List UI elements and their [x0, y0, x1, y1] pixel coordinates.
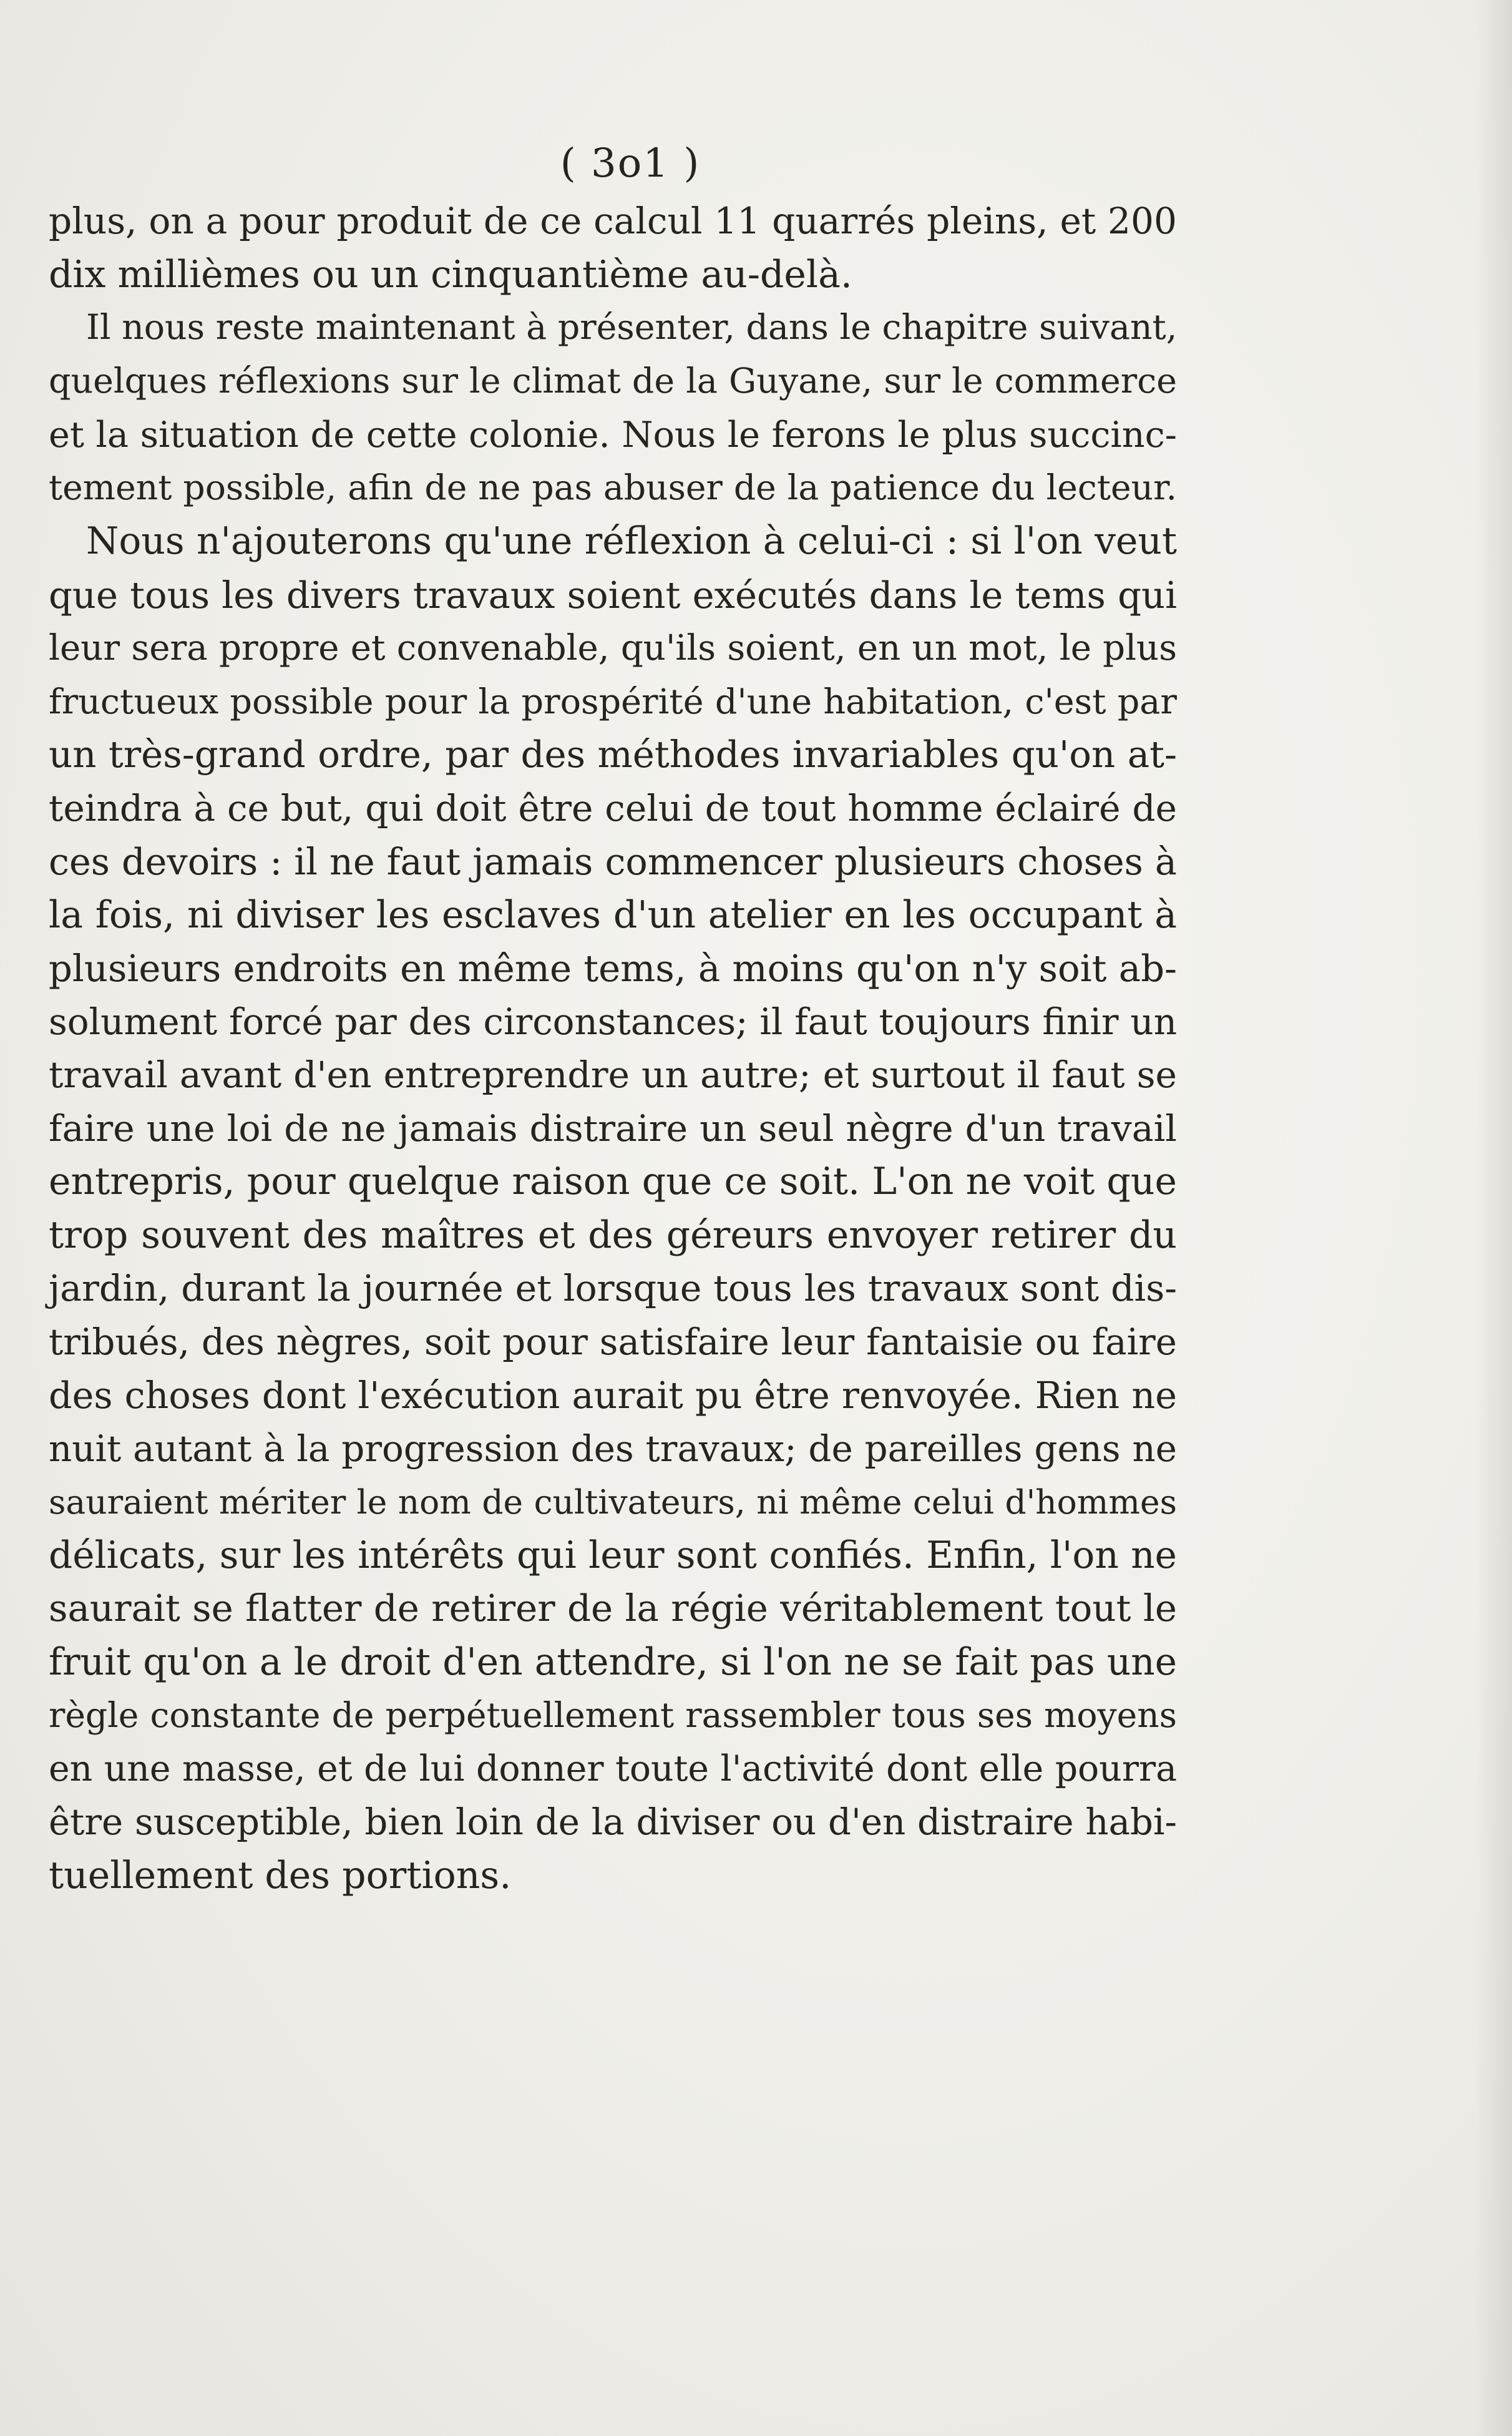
binding-shadow	[1475, 0, 1512, 2436]
text-line: jardin, durant la journée et lorsque tous les travaux sont dis-	[49, 1267, 1177, 1309]
text-line: faire une loi de ne jamais distraire un seul nègre d'un travail	[49, 1107, 1177, 1150]
text-line: être susceptible, bien loin de la diviser ou d'en distraire habi-	[49, 1801, 1177, 1843]
page-number: ( 3o1 )	[560, 140, 701, 187]
text-line: plusieurs endroits en même tems, à moins qu'on n'y soit ab-	[49, 947, 1177, 990]
text-line: solument forcé par des circonstances; il faut toujours finir un	[49, 1000, 1177, 1043]
text-line: règle constante de perpétuellement rassembler tous ses moyens	[49, 1695, 1177, 1735]
text-line: Nous n'ajouterons qu'une réflexion à celui-ci : si l'on veut	[86, 519, 1177, 563]
text-line: des choses dont l'exécution aurait pu être renvoyée. Rien ne	[49, 1374, 1177, 1417]
text-line: plus, on a pour produit de ce calcul 11 quarrés pleins, et 200	[49, 200, 1177, 242]
text-line: que tous les divers travaux soient exécutés dans le tems qui	[49, 573, 1177, 617]
text-line: tuellement des portions.	[49, 1853, 512, 1897]
text-line: un très-grand ordre, par des méthodes invariables qu'on at-	[49, 733, 1177, 776]
text-line: la fois, ni diviser les esclaves d'un atelier en les occupant à	[49, 893, 1177, 937]
text-line: travail avant d'en entreprendre un autre; et surtout il faut se	[49, 1054, 1177, 1096]
body-text	[49, 195, 1177, 1902]
text-line: teindra à ce but, qui doit être celui de tout homme éclairé de	[49, 786, 1177, 829]
text-line: et la situation de cette colonie. Nous le ferons le plus succinc-	[49, 414, 1177, 456]
text-line: tribués, des nègres, soit pour satisfaire leur fantaisie ou faire	[49, 1320, 1177, 1363]
text-line: saurait se flatter de retirer de la régie véritablement tout le	[49, 1587, 1177, 1630]
text-line: en une masse, et de lui donner toute l'activité dont elle pourra	[49, 1748, 1177, 1789]
text-line: trop souvent des maîtres et des géreurs envoyer retirer du	[49, 1213, 1177, 1257]
text-line: leur sera propre et convenable, qu'ils soient, en un mot, le plus	[49, 628, 1177, 668]
text-line: ces devoirs : il ne faut jamais commencer plusieurs choses à	[49, 840, 1177, 883]
text-line: tement possible, afin de ne pas abuser de la patience du lecteur.	[49, 467, 1177, 508]
text-line: fruit qu'on a le droit d'en attendre, si l'on ne se fait pas une	[49, 1640, 1177, 1684]
text-line: entrepris, pour quelque raison que ce soit. L'on ne voit que	[49, 1160, 1177, 1203]
text-line: fructueux possible pour la prospérité d'une habitation, c'est par	[49, 681, 1177, 722]
text-line: Il nous reste maintenant à présenter, dans le chapitre suivant,	[86, 308, 1178, 348]
text-line: sauraient mériter le nom de cultivateurs, ni même celui d'hommes	[49, 1482, 1177, 1522]
text-line: quelques réflexions sur le climat de la Guyane, sur le commerce	[49, 361, 1177, 401]
text-line: nuit autant à la progression des travaux; de pareilles gens ne	[49, 1427, 1177, 1470]
text-line: dix millièmes ou un cinquantième au-delà.	[49, 252, 852, 296]
text-line: délicats, sur les intérêts qui leur sont confiés. Enfin, l'on ne	[49, 1534, 1177, 1577]
